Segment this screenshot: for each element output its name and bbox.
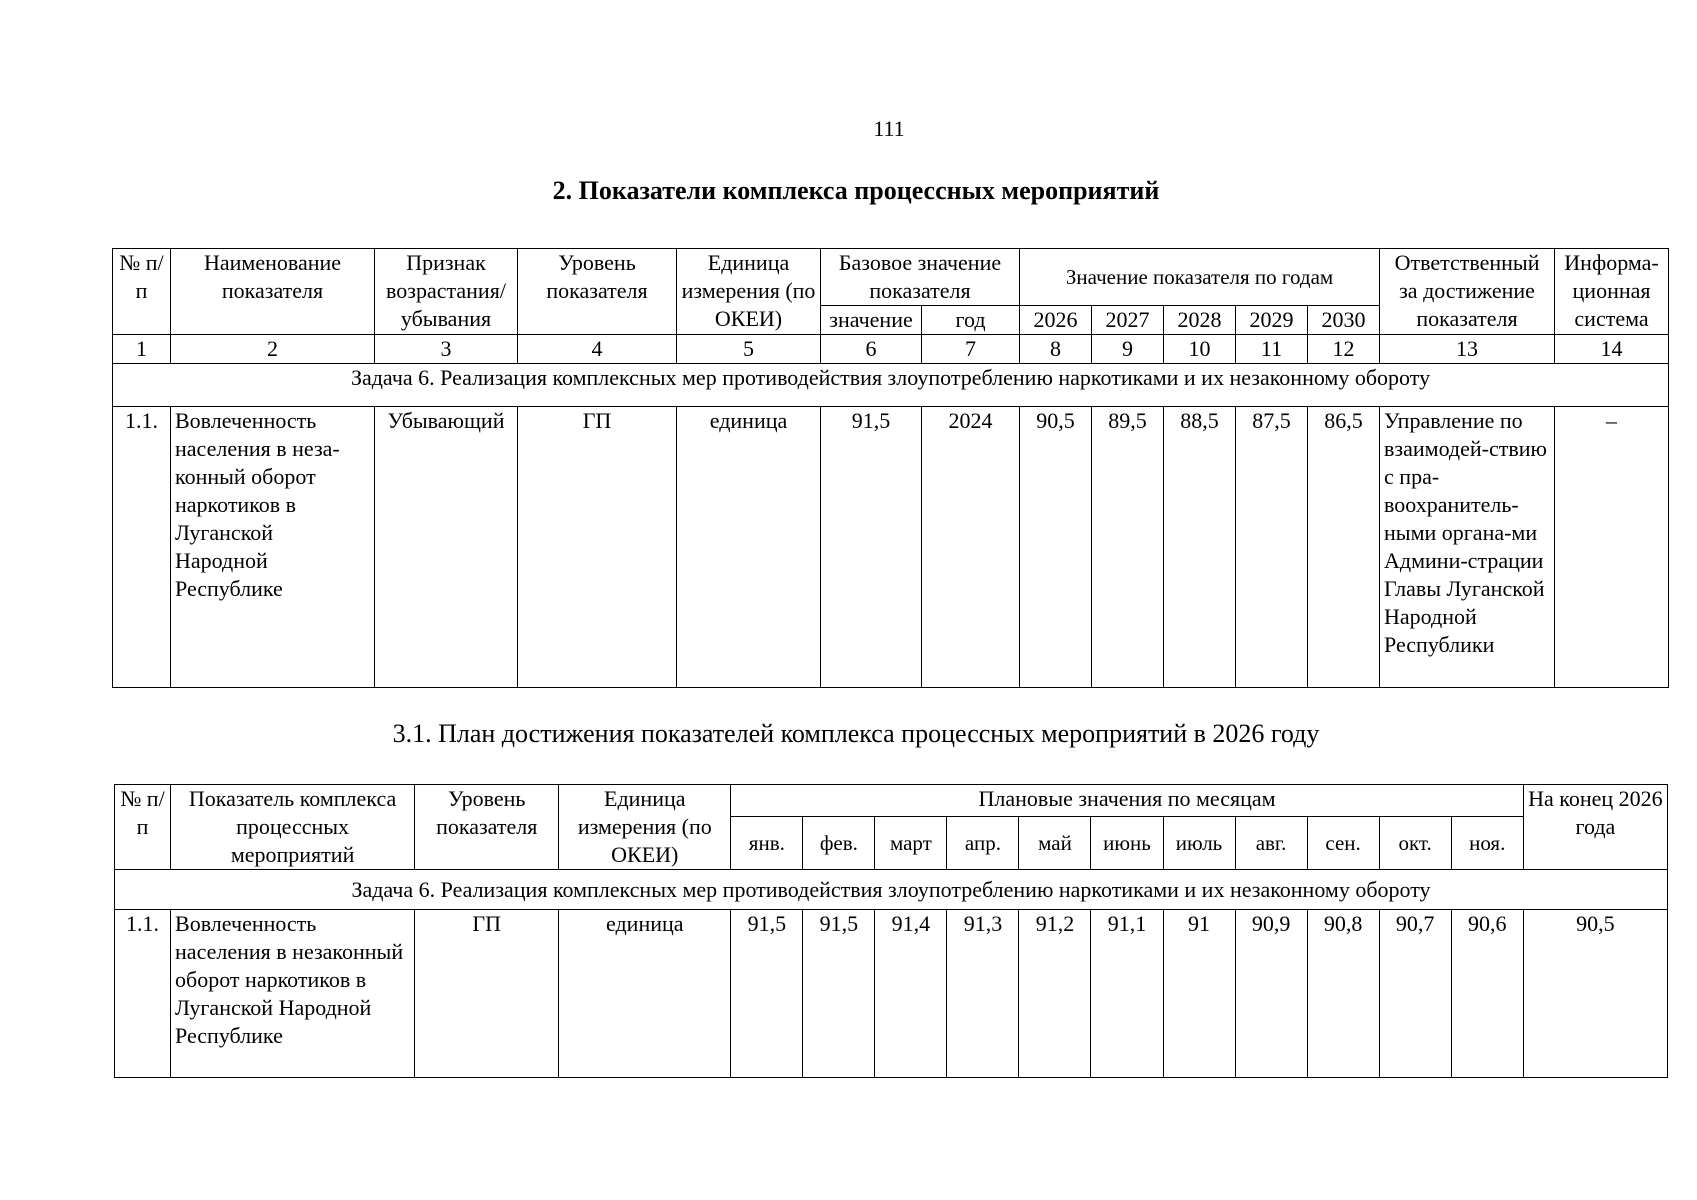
header-year: 2028: [1164, 306, 1236, 335]
header-month: окт.: [1379, 817, 1451, 870]
row-name: Вовлеченность населения в неза-конный оборот наркотиков в Луганской Народной Республике: [171, 407, 375, 688]
monthly-plan-table: [114, 784, 1668, 1078]
row-month-value: 91,5: [731, 910, 803, 1078]
header-sign: Признак возрастания/ убывания: [375, 249, 518, 335]
header-level: Уровень показателя: [415, 785, 559, 870]
header-month: июнь: [1091, 817, 1163, 870]
row-month-value: 91: [1163, 910, 1235, 1078]
header-month: фев.: [803, 817, 875, 870]
header-year: 2030: [1308, 306, 1380, 335]
page-number: 111: [873, 116, 905, 141]
header-by-years: Значение показателя по годам: [1020, 249, 1380, 306]
row-month-value: 91,5: [803, 910, 875, 1078]
header-month: апр.: [947, 817, 1019, 870]
row-sign: Убывающий: [375, 407, 518, 688]
column-number: 2: [171, 335, 375, 364]
header-responsible: Ответственный за достижение показателя: [1380, 249, 1555, 335]
header-name: Наименование показателя: [171, 249, 375, 335]
header-unit: Единица измерения (по ОКЕИ): [559, 785, 731, 870]
row-year-value: 88,5: [1164, 407, 1236, 688]
row-month-value: 91,1: [1091, 910, 1163, 1078]
header-indicator: Показатель комплекса процессных мероприятий: [171, 785, 415, 870]
row-year-value: 90,5: [1020, 407, 1092, 688]
column-number: 5: [677, 335, 821, 364]
header-month: авг.: [1235, 817, 1307, 870]
row-unit: единица: [559, 910, 731, 1078]
column-number: 8: [1020, 335, 1092, 364]
column-number: 9: [1092, 335, 1164, 364]
header-year: 2027: [1092, 306, 1164, 335]
task-row: Задача 6. Реализация комплексных мер противодействия злоупотреблению наркотиками и их незаконному обороту: [115, 870, 1668, 910]
section-3-1-title: 3.1. План достижения показателей комплекса процессных мероприятий в 2026 году: [392, 719, 1320, 748]
row-year-value: 86,5: [1308, 407, 1380, 688]
section-2-title: 2. Показатели комплекса процессных мероприятий: [552, 176, 1160, 205]
header-base-value: значение: [821, 306, 922, 335]
row-level: ГП: [415, 910, 559, 1078]
row-month-value: 91,2: [1019, 910, 1091, 1078]
row-year-value: 87,5: [1236, 407, 1308, 688]
header-month: ноя.: [1451, 817, 1523, 870]
header-end: На конец 2026 года: [1523, 785, 1667, 870]
row-info-system: –: [1555, 407, 1669, 688]
header-base: Базовое значение показателя: [821, 249, 1020, 306]
header-year: 2026: [1020, 306, 1092, 335]
column-number: 10: [1164, 335, 1236, 364]
row-month-value: 90,7: [1379, 910, 1451, 1078]
header-month: июль: [1163, 817, 1235, 870]
column-number: 7: [922, 335, 1020, 364]
row-base-value: 91,5: [821, 407, 922, 688]
row-base-year: 2024: [922, 407, 1020, 688]
column-number: 3: [375, 335, 518, 364]
task-row: Задача 6. Реализация комплексных мер противодействия злоупотреблению наркотиками и их незаконному обороту: [113, 364, 1669, 407]
column-number: 1: [113, 335, 171, 364]
row-num: 1.1.: [115, 910, 171, 1078]
row-responsible: Управление по взаимодей-ствию с пра-воохранитель-ными органа-ми Админи-страции Главы Луганской Народной Республики: [1380, 407, 1555, 688]
header-planned: Плановые значения по месяцам: [731, 785, 1523, 817]
column-number: 13: [1380, 335, 1555, 364]
column-number: 11: [1236, 335, 1308, 364]
header-num: № п/п: [113, 249, 171, 335]
header-month: сен.: [1307, 817, 1379, 870]
row-month-value: 90,9: [1235, 910, 1307, 1078]
header-month: март: [875, 817, 947, 870]
row-end-value: 90,5: [1523, 910, 1667, 1078]
row-month-value: 90,6: [1451, 910, 1523, 1078]
column-number: 12: [1308, 335, 1380, 364]
header-info-system: Информа-ционная система: [1555, 249, 1669, 335]
header-unit: Единица измерения (по ОКЕИ): [677, 249, 821, 335]
row-num: 1.1.: [113, 407, 171, 688]
row-month-value: 90,8: [1307, 910, 1379, 1078]
row-indicator: Вовлеченность населения в незаконный оборот наркотиков в Луганской Народной Республике: [171, 910, 415, 1078]
header-base-year: год: [922, 306, 1020, 335]
column-number: 4: [518, 335, 677, 364]
row-month-value: 91,4: [875, 910, 947, 1078]
column-number: 6: [821, 335, 922, 364]
row-unit: единица: [677, 407, 821, 688]
row-level: ГП: [518, 407, 677, 688]
indicators-table: [112, 248, 1669, 688]
header-num: № п/п: [115, 785, 171, 870]
column-number: 14: [1555, 335, 1669, 364]
row-year-value: 89,5: [1092, 407, 1164, 688]
header-year: 2029: [1236, 306, 1308, 335]
header-level: Уровень показателя: [518, 249, 677, 335]
header-month: янв.: [731, 817, 803, 870]
header-month: май: [1019, 817, 1091, 870]
row-month-value: 91,3: [947, 910, 1019, 1078]
